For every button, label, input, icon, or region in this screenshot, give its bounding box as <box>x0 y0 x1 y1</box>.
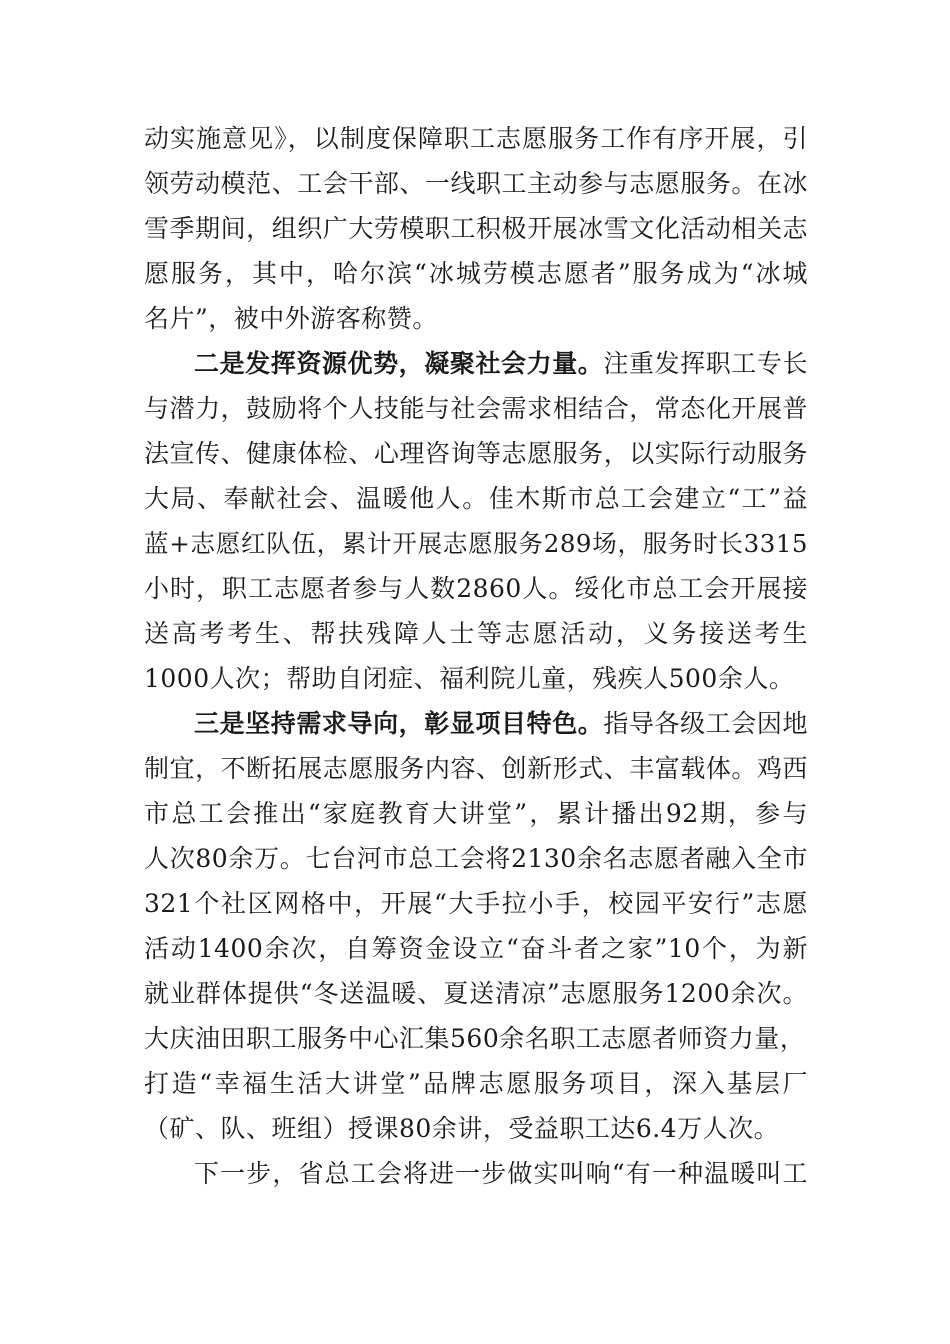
text-line: 送高考考生、帮扶残障人士等志愿活动，义务接送考生 <box>144 619 808 648</box>
text-line: 1000人次；帮助自闭症、福利院儿童，残疾人500余人。 <box>144 664 795 693</box>
text-line: 大局、奉献社会、温暖他人。佳木斯市总工会建立“工”益 <box>144 484 808 513</box>
text-line: 大庆油田职工服务中心汇集560余名职工志愿者师资力量， <box>144 1024 806 1053</box>
text-run: 注重发挥职工专长 <box>603 349 808 378</box>
text-line: 小时，职工志愿者参与人数2860人。绥化市总工会开展接 <box>144 574 808 603</box>
paragraph-lead: 二是发挥资源优势，凝聚社会力量。 <box>194 349 604 378</box>
text-run: 指导各级工会因地 <box>603 709 808 738</box>
text-line: 321个社区网格中，开展“大手拉小手，校园平安行”志愿 <box>144 889 808 918</box>
paragraph-first-line <box>194 704 808 744</box>
text-line: （矿、队、班组）授课80余讲，受益职工达6.4万人次。 <box>144 1114 780 1143</box>
text-line: 动实施意见》，以制度保障职工志愿服务工作有序开展，引 <box>144 124 808 153</box>
text-line: 打造“幸福生活大讲堂”品牌志愿服务项目，深入基层厂 <box>144 1069 808 1098</box>
text-line: 活动1400余次，自筹资金设立“奋斗者之家”10个，为新 <box>144 934 808 963</box>
text-line: 雪季期间，组织广大劳模职工积极开展冰雪文化活动相关志 <box>144 214 808 243</box>
text-line: 愿服务，其中，哈尔滨“冰城劳模志愿者”服务成为“冰城 <box>144 259 808 288</box>
text-line: 蓝+志愿红队伍，累计开展志愿服务289场，服务时长3315 <box>144 529 808 558</box>
text-line: 就业群体提供“冬送温暖、夏送清凉”志愿服务1200余次。 <box>144 979 808 1008</box>
paragraph-first-line: 下一步，省总工会将进一步做实叫响“有一种温暖叫工 <box>194 1159 808 1188</box>
text-line: 法宣传、健康体检、心理咨询等志愿服务，以实际行动服务 <box>144 439 808 468</box>
text-line: 制宜，不断拓展志愿服务内容、创新形式、丰富载体。鸡西 <box>144 754 808 783</box>
paragraph-first-line <box>194 344 808 384</box>
text-line: 与潜力，鼓励将个人技能与社会需求相结合，常态化开展普 <box>144 394 808 423</box>
text-line: 领劳动模范、工会干部、一线职工主动参与志愿服务。在冰 <box>144 169 808 198</box>
text-line: 名片”，被中外游客称赞。 <box>144 304 438 333</box>
paragraph-lead: 三是坚持需求导向，彰显项目特色。 <box>194 709 604 738</box>
text-line: 人次80余万。七台河市总工会将2130余名志愿者融入全市 <box>144 844 808 873</box>
text-line: 市总工会推出“家庭教育大讲堂”，累计播出92期，参与 <box>144 799 808 828</box>
